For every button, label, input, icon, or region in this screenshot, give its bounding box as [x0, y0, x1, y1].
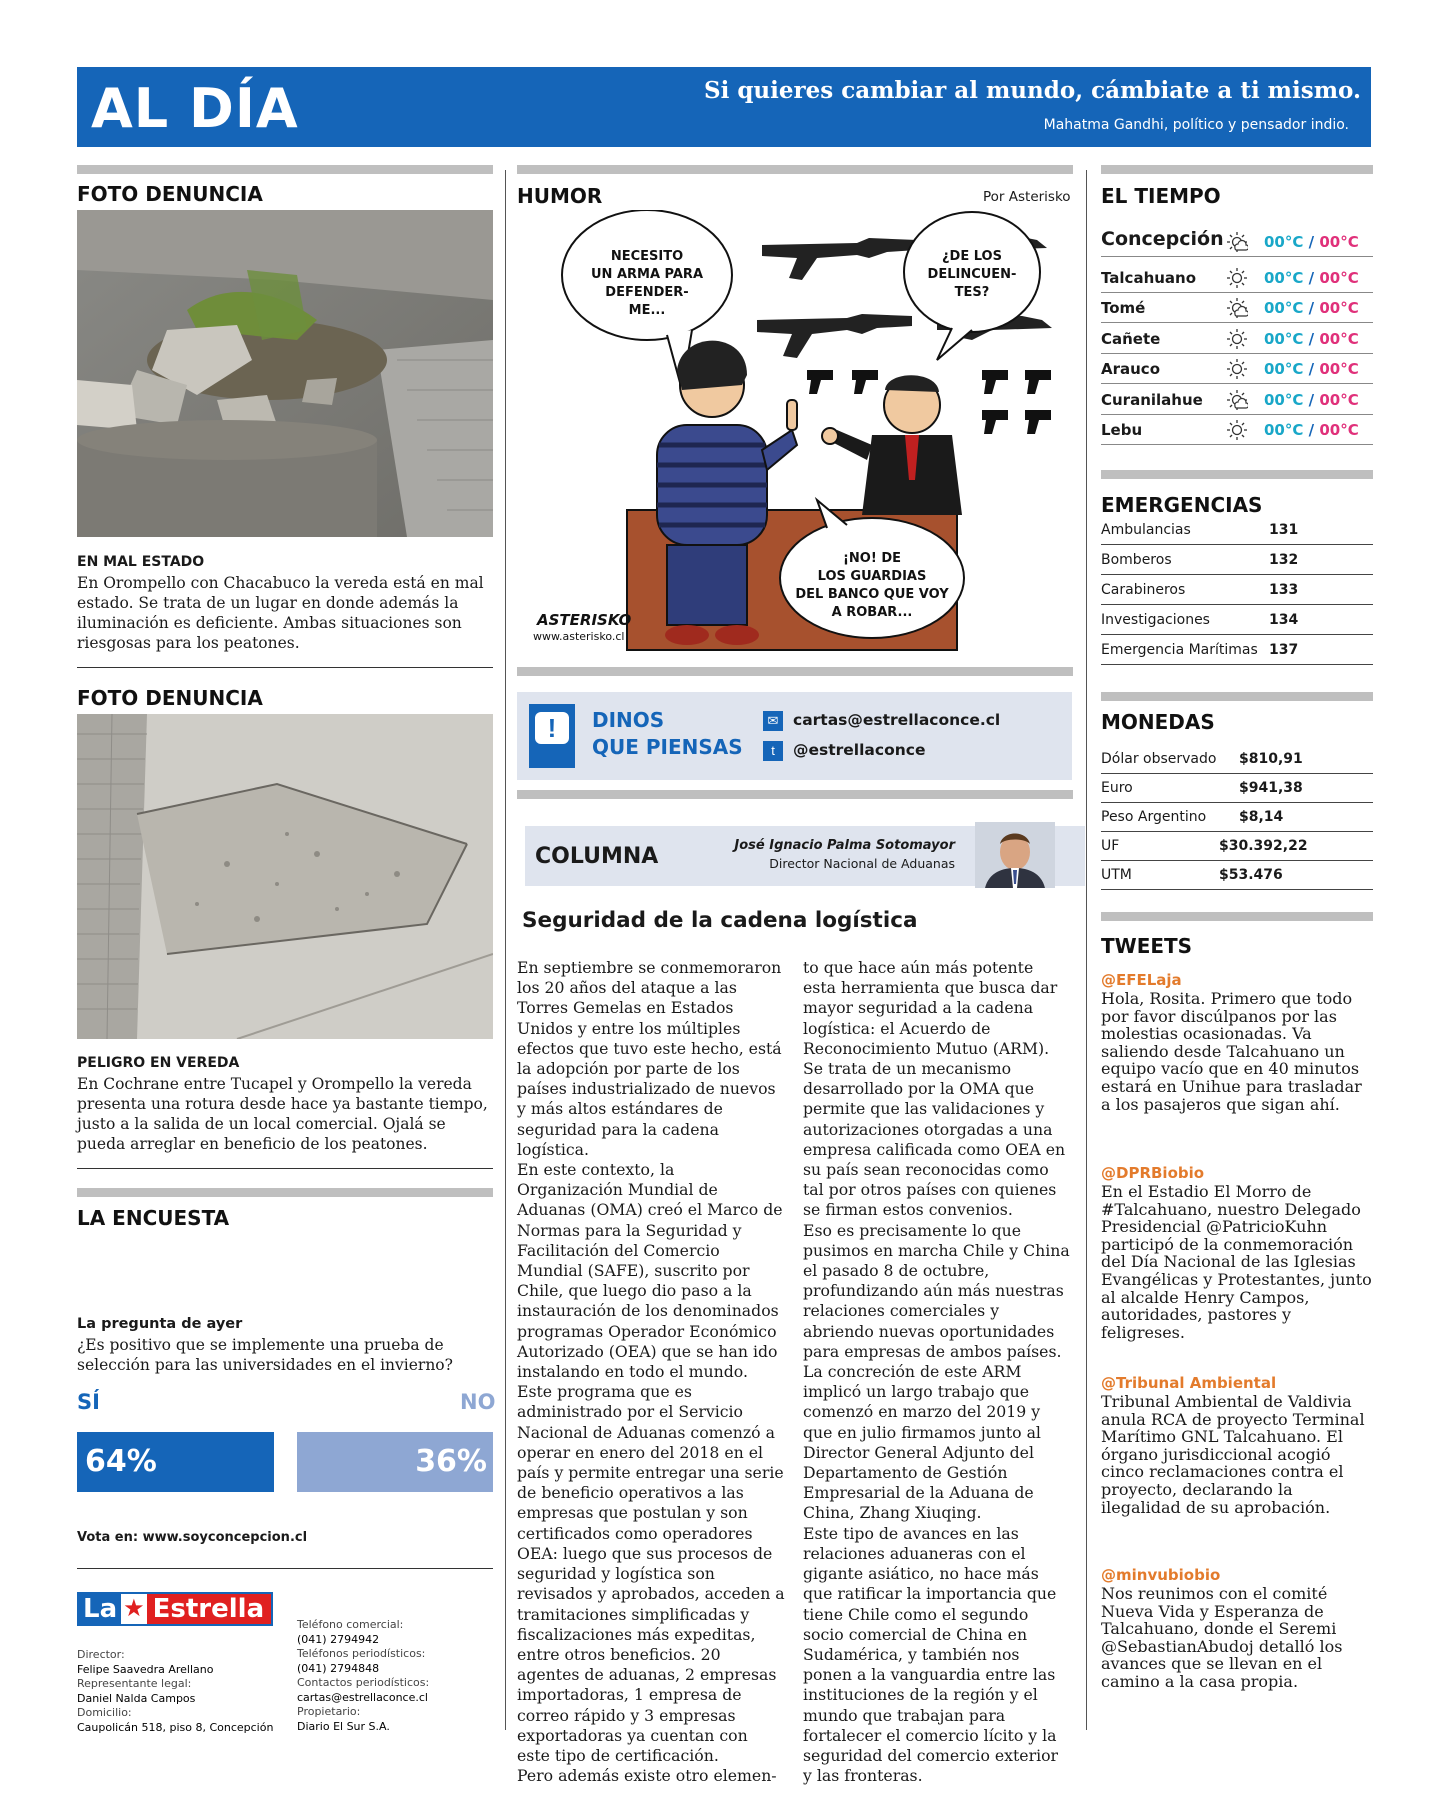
dinos-line2: QUE PIENSAS	[592, 735, 743, 759]
columna-header	[525, 826, 1085, 886]
weather-row	[1101, 264, 1373, 293]
emergency-service: Carabineros	[1101, 582, 1186, 598]
weather-city: Tomé	[1101, 299, 1146, 317]
tweet-text: Tribunal Ambiental de Valdivia anula RCA de proyecto Terminal Marítimo GNL Talcahuano. El órgano jurisdiccional acogió cinco reclamaciones contra el proyecto, declarando la ilegalidad de su aprobación.	[1101, 1392, 1365, 1517]
currency-value: $941,38	[1239, 780, 1303, 796]
cartoon-site: www.asterisko.cl	[533, 630, 625, 643]
imprint-value: cartas@estrellaconce.cl	[297, 1690, 428, 1704]
columna-paragraph: En septiembre se conmemoraron los 20 años del ataque a las Torres Gemelas en Estados Unidos y entre los múltiples efectos que tuvo este hecho, está la adopción por parte de los países industrializado de nuevos y más altos estándares de seguridad para la cadena logística.	[517, 958, 782, 1159]
caption-text-1: En Orompello con Chacabuco la vereda está en mal estado. Se trata de un lugar en donde además la iluminación es deficiente. Ambas situaciones son riesgosas para los peatones.	[77, 574, 484, 652]
emergency-row	[1101, 576, 1373, 605]
imprint-value: (041) 2794848	[297, 1661, 380, 1675]
star-icon: ★	[123, 1595, 145, 1622]
imprint-value: Felipe Saavedra Arellano	[77, 1662, 214, 1676]
tweet-handle[interactable]: @Tribunal Ambiental	[1101, 1374, 1277, 1392]
section-rule	[77, 165, 493, 174]
section-rule	[1101, 470, 1373, 479]
exclamation-icon: !	[529, 704, 575, 768]
section-rule	[517, 667, 1073, 676]
sun-icon	[1226, 328, 1248, 350]
columna-paragraph: Este tipo de avances en las relaciones aduaneras con el gigante asiático, no hace más que ratificar la importancia que tiene Chile como el segundo socio comercial de China en Sudamérica, y también nos ponen a la vanguardia entre las instituciones de la región y el mundo que trabajan para fortalecer el comercio lícito y la seguridad del comercio exterior y las fronteras.	[803, 1523, 1059, 1786]
section-rule	[517, 790, 1073, 799]
currency-name: UTM	[1101, 867, 1132, 883]
temp-separator: /	[1308, 360, 1315, 378]
imprint-key: Representante legal:	[77, 1677, 192, 1690]
columna-paragraph: Eso es precisamente lo que pusimos en marcha Chile y China el pasado 8 de octubre, profundizando aún más nuestras relaciones comerciales y abriendo nuevas oportunidades para empresas de ambos países. La concreción de este ARM implicó un largo trabajo que comenzó en marzo del 2019 y que en julio firmamos junto al Director General Adjunto del Departamento de Gestión Empresarial de la Aduana de China, Zhang Xiuqing.	[803, 1220, 1070, 1523]
weather-temps	[1264, 299, 1359, 317]
weather-temps	[1264, 360, 1359, 378]
weather-city: Curanilahue	[1101, 391, 1203, 409]
emergencias-title: EMERGENCIAS	[1101, 493, 1263, 517]
columna-author: José Ignacio Palma Sotomayor	[734, 838, 955, 853]
emergency-row	[1101, 606, 1373, 635]
currency-value: $30.392,22	[1219, 838, 1308, 854]
logo-la: La	[79, 1594, 121, 1624]
monedas-title: MONEDAS	[1101, 710, 1215, 734]
temp-max: 00°C	[1319, 233, 1359, 251]
caption-text-2: En Cochrane entre Tucapel y Orompello la vereda presenta una rotura desde hace ya bastante tiempo, justo a la salida de un local comercial. Ojalá se pueda arreglar en beneficio de los peatones.	[77, 1075, 488, 1153]
temp-min: 00°C	[1264, 360, 1304, 378]
poll-no-label: NO	[460, 1390, 496, 1414]
dinos-twitter[interactable]: @estrellaconce	[793, 741, 926, 759]
currency-name: Euro	[1101, 780, 1133, 796]
encuesta-title: LA ENCUESTA	[77, 1206, 230, 1230]
imprint-key: Director:	[77, 1648, 125, 1661]
caption-head-1: EN MAL ESTADO	[77, 554, 205, 570]
columna-title: Seguridad de la cadena logística	[522, 908, 918, 933]
temp-min: 00°C	[1264, 269, 1304, 287]
columna-author-role: Director Nacional de Aduanas	[769, 856, 955, 871]
weather-row	[1101, 386, 1373, 415]
imprint-key: Contactos periodísticos:	[297, 1676, 430, 1689]
poll-no-percent: 36%	[415, 1444, 487, 1479]
poll-no-bar	[297, 1432, 493, 1492]
section-rule	[77, 1188, 493, 1197]
divider	[77, 1168, 493, 1169]
imprint-left	[77, 1648, 273, 1735]
imprint-value: Diario El Sur S.A.	[297, 1719, 390, 1733]
currency-row	[1101, 832, 1373, 861]
section-rule	[1101, 912, 1373, 921]
poll-yes-percent: 64%	[85, 1444, 157, 1479]
weather-city: Talcahuano	[1101, 269, 1197, 287]
temp-min: 00°C	[1264, 299, 1304, 317]
tiempo-title: EL TIEMPO	[1101, 184, 1221, 208]
weather-row	[1101, 294, 1373, 323]
temp-max: 00°C	[1319, 391, 1359, 409]
weather-city: Arauco	[1101, 360, 1161, 378]
currency-value: $810,91	[1239, 751, 1303, 767]
temp-separator: /	[1308, 330, 1315, 348]
weather-temps	[1264, 391, 1359, 409]
sun-icon	[1226, 267, 1248, 289]
foto-denuncia-title-2: FOTO DENUNCIA	[77, 686, 263, 710]
weather-temps	[1264, 330, 1359, 348]
weather-row	[1101, 416, 1373, 445]
emergency-row	[1101, 636, 1373, 665]
emergency-service: Investigaciones	[1101, 612, 1210, 628]
poll-yes-bar	[77, 1432, 274, 1492]
column-separator	[505, 170, 506, 1730]
weather-city: Concepción	[1101, 228, 1224, 250]
caption-head-2: PELIGRO EN VEREDA	[77, 1055, 240, 1071]
divider	[77, 667, 493, 668]
temp-separator: /	[1308, 421, 1315, 439]
columna-paragraph: Pero además existe otro elemen-	[517, 1766, 777, 1786]
currency-row	[1101, 861, 1373, 890]
columna-paragraph: Este programa que es administrado por el Servicio Nacional de Aduanas comenzó a operar en enero del 2018 en el país y permite entregar una serie de beneficio operativos a las empresas que postulan y son certificados como operadores OEA: luego que sus procesos de seguridad y logística son revisados y aprobados, acceden a tramitaciones simplificadas y fiscalizaciones más expeditas, entre otros beneficios. 20 agentes de aduanas, 2 empresas importadoras, 1 empresa de correo rápido y 3 empresas exportadoras ya cuentan con este tipo de certificación.	[517, 1382, 785, 1765]
cloudy-sun-icon	[1226, 297, 1248, 319]
photo-broken-sidewalk-1	[77, 210, 493, 537]
columna-paragraph: En este contexto, la Organización Mundial de Aduanas (OMA) creó el Marco de Normas para la Seguridad y Facilitación del Comercio Mundial (SAFE), suscrito por Chile, que luego dio paso a la instauración de los denominados programas Operador Económico Autorizado (OEA) que se han ido instalando en todo el mundo.	[517, 1160, 783, 1382]
columna-body-col1	[517, 958, 785, 1786]
currency-row	[1101, 774, 1373, 803]
currency-row	[1101, 745, 1373, 774]
author-portrait	[975, 822, 1055, 888]
humor-byline: Por Asterisko	[983, 189, 1071, 205]
dinos-line1: DINOS	[592, 708, 665, 732]
imprint-key: Propietario:	[297, 1705, 361, 1718]
currency-name: Dólar observado	[1101, 751, 1217, 767]
currency-name: UF	[1101, 838, 1120, 854]
poll-label: La pregunta de ayer	[77, 1316, 243, 1332]
temp-max: 00°C	[1319, 330, 1359, 348]
columna-paragraph: to que hace aún más potente esta herramienta que busca dar mayor seguridad a la cadena logística: el Acuerdo de Reconocimiento Mutuo (ARM). Se trata de un mecanismo desarrollado por la OMA que permite que las validaciones y autorizaciones otorgadas a una empresa calificada como OEA en su país sean reconocidas como tal por otros países con quienes se firman estos convenios.	[803, 958, 1066, 1220]
humor-title: HUMOR	[517, 184, 603, 208]
tweet-handle[interactable]: @DPRBiobio	[1101, 1164, 1205, 1182]
tweet-text: Hola, Rosita. Primero que todo por favor discúlpanos por las molestias ocasionadas. Va saliendo desde Talcahuano un equipo vacío que en 40 minutos estará en Unihue para trasladar a los pasajeros que sigan ahí.	[1101, 989, 1362, 1114]
temp-min: 00°C	[1264, 391, 1304, 409]
header-quote: Si quieres cambiar al mundo, cámbiate a ti mismo.	[703, 77, 1361, 104]
weather-temps	[1264, 421, 1359, 439]
section-header	[77, 67, 1371, 147]
column-separator	[1086, 170, 1087, 1730]
temp-max: 00°C	[1319, 269, 1359, 287]
currency-value: $8,14	[1239, 809, 1284, 825]
section-rule	[1101, 165, 1373, 174]
section-rule	[517, 165, 1073, 174]
imprint-value: Daniel Nalda Campos	[77, 1691, 196, 1705]
imprint-key: Teléfono comercial:	[297, 1618, 404, 1631]
temp-max: 00°C	[1319, 360, 1359, 378]
temp-separator: /	[1308, 391, 1315, 409]
imprint-value: (041) 2794942	[297, 1632, 380, 1646]
columna-body-col2	[803, 958, 1071, 1786]
emergency-number: 134	[1269, 612, 1299, 628]
newspaper-logo	[77, 1592, 273, 1626]
photo-broken-sidewalk-2	[77, 714, 493, 1039]
imprint-right	[297, 1618, 429, 1734]
temp-max: 00°C	[1319, 421, 1359, 439]
imprint-key: Teléfonos periodísticos:	[297, 1647, 426, 1660]
weather-city: Lebu	[1101, 421, 1143, 439]
tweet-text: Nos reunimos con el comité Nueva Vida y Esperanza de Talcahuano, donde el Seremi @SebastianAbudoj detalló los avances que se llevan en el camino a la casa propia.	[1101, 1584, 1343, 1691]
cartoon-bubble-1: NECESITO UN ARMA PARA DEFENDER-ME...	[590, 249, 704, 318]
imprint-key: Domicilio:	[77, 1706, 132, 1719]
foto-denuncia-title-1: FOTO DENUNCIA	[77, 182, 263, 206]
columna-label: COLUMNA	[535, 844, 659, 869]
sun-icon	[1226, 419, 1248, 441]
temp-separator: /	[1308, 233, 1315, 251]
twitter-icon: t	[763, 741, 783, 761]
temp-min: 00°C	[1264, 233, 1304, 251]
dinos-email[interactable]: cartas@estrellaconce.cl	[793, 711, 1001, 729]
emergency-row	[1101, 516, 1373, 545]
emergency-number: 137	[1269, 642, 1299, 658]
email-icon: ✉	[763, 711, 783, 731]
weather-temps	[1264, 269, 1359, 287]
emergency-service: Bomberos	[1101, 552, 1172, 568]
emergency-service: Ambulancias	[1101, 522, 1191, 538]
currency-row	[1101, 803, 1373, 832]
cartoon-signature: ASTERISKO	[537, 611, 632, 629]
temp-separator: /	[1308, 269, 1315, 287]
emergency-number: 132	[1269, 552, 1299, 568]
cloudy-sun-icon	[1226, 231, 1248, 253]
emergency-number: 131	[1269, 522, 1299, 538]
weather-row	[1101, 325, 1373, 354]
section-title: AL DÍA	[91, 77, 299, 140]
imprint-value: Caupolicán 518, piso 8, Concepción	[77, 1720, 274, 1734]
emergency-service: Emergencia Marítimas	[1101, 642, 1258, 658]
weather-city: Cañete	[1101, 330, 1161, 348]
weather-row	[1101, 355, 1373, 384]
header-quote-author: Mahatma Gandhi, político y pensador indio.	[1043, 117, 1349, 133]
sun-icon	[1226, 358, 1248, 380]
poll-yes-label: SÍ	[77, 1390, 100, 1414]
humor-cartoon	[517, 210, 1073, 655]
temp-separator: /	[1308, 299, 1315, 317]
emergency-row	[1101, 546, 1373, 575]
tweets-title: TWEETS	[1101, 934, 1193, 958]
weather-row	[1101, 228, 1373, 257]
currency-name: Peso Argentino	[1101, 809, 1207, 825]
tweet-handle[interactable]: @EFELaja	[1101, 971, 1182, 989]
section-rule	[1101, 692, 1373, 701]
tweet-text: En el Estadio El Morro de #Talcahuano, nuestro Delegado Presidencial @PatricioKuhn participó de la conmemoración del Día Nacional de las Iglesias Evangélicas y Protestantes, junto al alcalde Henry Campos, autoridades, pastores y feligreses.	[1101, 1182, 1372, 1342]
divider	[77, 1568, 493, 1569]
poll-question: ¿Es positivo que se implemente una prueba de selección para las universidades en el invierno?	[77, 1336, 453, 1374]
cartoon-bubble-2: ¿DE LOS DELINCUEN-TES?	[927, 249, 1017, 300]
dinos-que-piensas-box	[517, 692, 1072, 780]
temp-min: 00°C	[1264, 330, 1304, 348]
temp-max: 00°C	[1319, 299, 1359, 317]
currency-value: $53.476	[1219, 867, 1283, 883]
temp-min: 00°C	[1264, 421, 1304, 439]
cloudy-sun-icon	[1226, 389, 1248, 411]
emergency-number: 133	[1269, 582, 1299, 598]
tweet-handle[interactable]: @minvubiobio	[1101, 1566, 1221, 1584]
cartoon-bubble-3: ¡NO! DE LOS GUARDIAS DEL BANCO QUE VOY A ROBAR...	[795, 551, 949, 620]
poll-vote-link[interactable]: Vota en: www.soyconcepcion.cl	[77, 1530, 308, 1545]
weather-temps	[1264, 233, 1359, 251]
logo-estrella: Estrella	[147, 1594, 271, 1624]
